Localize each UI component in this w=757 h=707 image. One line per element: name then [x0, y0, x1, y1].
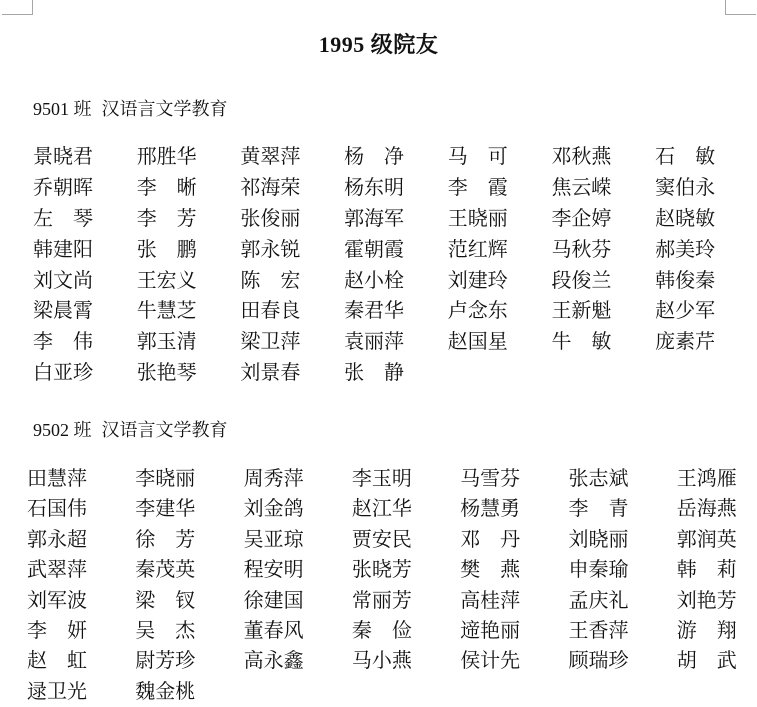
alumni-name: 刘建玲	[447, 269, 508, 292]
alumni-name: 杨慧勇	[460, 498, 521, 521]
alumni-name: 程安明	[243, 559, 304, 582]
alumni-name: 武翠萍	[27, 559, 87, 582]
alumni-name: 邓秋燕	[551, 146, 612, 168]
alumni-name: 樊 燕	[460, 559, 521, 582]
section-header-9502	[33, 416, 228, 442]
alumni-name: 胡 武	[676, 650, 737, 673]
alumni-name: 马雪芬	[460, 468, 521, 490]
alumni-name: 赵 虹	[27, 650, 87, 673]
alumni-name: 韩 莉	[676, 559, 737, 582]
alumni-name: 韩建阳	[33, 238, 93, 261]
alumni-name: 吴亚琼	[243, 528, 304, 551]
empty-cell	[460, 677, 568, 707]
alumni-name: 马秋芬	[551, 238, 612, 261]
empty-cell	[568, 677, 676, 707]
alumni-name: 段俊兰	[551, 269, 612, 292]
alumni-name: 李 芳	[136, 207, 197, 230]
alumni-name: 庞素芹	[655, 331, 716, 354]
alumni-name: 乔朝晖	[33, 176, 93, 199]
alumni-name: 董春风	[243, 619, 304, 642]
alumni-name: 田春良	[240, 300, 301, 323]
alumni-name: 周秀萍	[243, 468, 304, 490]
alumni-name: 李企婷	[551, 207, 612, 230]
alumni-name: 牛慧芝	[136, 300, 197, 323]
alumni-name: 李 伟	[33, 331, 93, 354]
page-title: 1995 级院友	[318, 32, 439, 57]
alumni-name: 李玉明	[351, 468, 412, 490]
alumni-name: 王香萍	[568, 619, 629, 642]
alumni-name: 王晓丽	[447, 207, 508, 230]
alumni-name: 逯卫光	[27, 680, 87, 703]
alumni-name: 李晓丽	[135, 468, 196, 490]
empty-cell	[551, 358, 655, 389]
alumni-name: 秦 俭	[351, 619, 412, 642]
alumni-name: 李 青	[568, 498, 629, 521]
alumni-name: 张俊丽	[240, 207, 301, 230]
alumni-name: 马 可	[447, 146, 508, 168]
alumni-name: 祁海荣	[240, 176, 301, 199]
alumni-name: 高桂萍	[460, 589, 521, 612]
alumni-name: 郭海军	[344, 207, 405, 230]
alumni-name: 张 静	[344, 362, 405, 385]
alumni-name: 刘金鸽	[243, 498, 304, 521]
name-grid-9501	[33, 142, 757, 389]
alumni-name: 张志斌	[568, 468, 629, 490]
class-number-9502: 9502 班	[33, 420, 92, 440]
alumni-name: 王鸿雁	[676, 468, 737, 490]
alumni-name: 张晓芳	[351, 559, 412, 582]
empty-cell	[448, 358, 552, 389]
alumni-name: 魏金桃	[135, 680, 196, 703]
alumni-name: 牛 敏	[551, 331, 612, 354]
alumni-name: 张 鹏	[136, 238, 197, 261]
alumni-name: 窦伯永	[655, 176, 716, 199]
alumni-name: 陈 宏	[240, 269, 301, 292]
alumni-name: 申秦瑜	[568, 559, 629, 582]
name-grid-9502	[27, 464, 757, 707]
alumni-name: 赵国星	[447, 331, 508, 354]
alumni-name: 常丽芳	[351, 589, 412, 612]
class-number-9501: 9501 班	[33, 99, 92, 119]
alumni-name: 李 妍	[27, 619, 87, 642]
alumni-name: 石国伟	[27, 498, 87, 521]
alumni-name: 刘文尚	[33, 269, 93, 292]
alumni-name: 高永鑫	[243, 650, 304, 673]
alumni-name: 梁 钗	[135, 589, 196, 612]
top-right-margin-mark	[725, 0, 756, 15]
alumni-name: 左 琴	[33, 207, 93, 230]
alumni-name: 邢胜华	[136, 146, 197, 168]
alumni-name: 徐 芳	[135, 528, 196, 551]
alumni-name: 杨东明	[344, 176, 405, 199]
section-header-9501	[33, 95, 228, 121]
top-left-margin-mark	[2, 0, 33, 15]
alumni-name: 李建华	[135, 498, 196, 521]
alumni-name: 孟庆礼	[568, 589, 629, 612]
program-name-9501: 汉语言文学教育	[101, 99, 228, 119]
alumni-name: 赵小栓	[344, 269, 405, 292]
alumni-name: 霍朝霞	[344, 238, 405, 261]
alumni-name: 王新魁	[551, 300, 612, 323]
alumni-name: 袁丽萍	[344, 331, 405, 354]
alumni-name: 尉芳珍	[135, 650, 196, 673]
alumni-name: 梁晨霄	[33, 300, 93, 323]
alumni-name: 顾瑞珍	[568, 650, 629, 673]
alumni-name: 贾安民	[351, 528, 412, 551]
alumni-name: 刘军波	[27, 589, 87, 612]
alumni-name: 田慧萍	[27, 468, 87, 490]
alumni-name: 焦云嵘	[551, 176, 612, 199]
alumni-name: 刘景春	[240, 362, 301, 385]
alumni-name: 赵晓敏	[655, 207, 716, 230]
alumni-name: 张艳琴	[136, 362, 197, 385]
alumni-name: 王宏义	[136, 269, 197, 292]
alumni-name: 刘艳芳	[676, 589, 737, 612]
alumni-name: 游 翔	[676, 619, 737, 642]
empty-cell	[677, 677, 757, 707]
alumni-name: 黄翠萍	[240, 146, 301, 168]
empty-cell	[352, 677, 460, 707]
alumni-name: 郭玉清	[136, 331, 197, 354]
alumni-name: 白亚珍	[33, 362, 93, 385]
alumni-name: 吴 杰	[135, 619, 196, 642]
alumni-name: 侯计先	[460, 650, 521, 673]
alumni-name: 岳海燕	[676, 498, 737, 521]
alumni-name: 郭永锐	[240, 238, 301, 261]
alumni-name: 石 敏	[655, 146, 716, 168]
empty-cell	[655, 358, 757, 389]
program-name-9502: 汉语言文学教育	[101, 420, 228, 440]
alumni-name: 杨 净	[344, 146, 405, 168]
alumni-name: 李 霞	[447, 176, 508, 199]
alumni-name: 刘晓丽	[568, 528, 629, 551]
alumni-name: 秦君华	[344, 300, 405, 323]
alumni-name: 李 晰	[136, 176, 197, 199]
alumni-name: 郝美玲	[655, 238, 716, 261]
alumni-name: 遆艳丽	[460, 619, 521, 642]
alumni-name: 郭润英	[676, 528, 737, 551]
alumni-name: 郭永超	[27, 528, 87, 551]
alumni-name: 马小燕	[351, 650, 412, 673]
alumni-name: 赵少军	[655, 300, 716, 323]
alumni-name: 梁卫萍	[240, 331, 301, 354]
alumni-name: 范红辉	[447, 238, 508, 261]
alumni-name: 韩俊秦	[655, 269, 716, 292]
alumni-name: 赵江华	[351, 498, 412, 521]
alumni-name: 卢念东	[447, 300, 508, 323]
alumni-name: 秦茂英	[135, 559, 196, 582]
empty-cell	[244, 677, 352, 707]
alumni-name: 景晓君	[33, 146, 93, 168]
alumni-name: 邓 丹	[460, 528, 521, 551]
alumni-name: 徐建国	[243, 589, 304, 612]
